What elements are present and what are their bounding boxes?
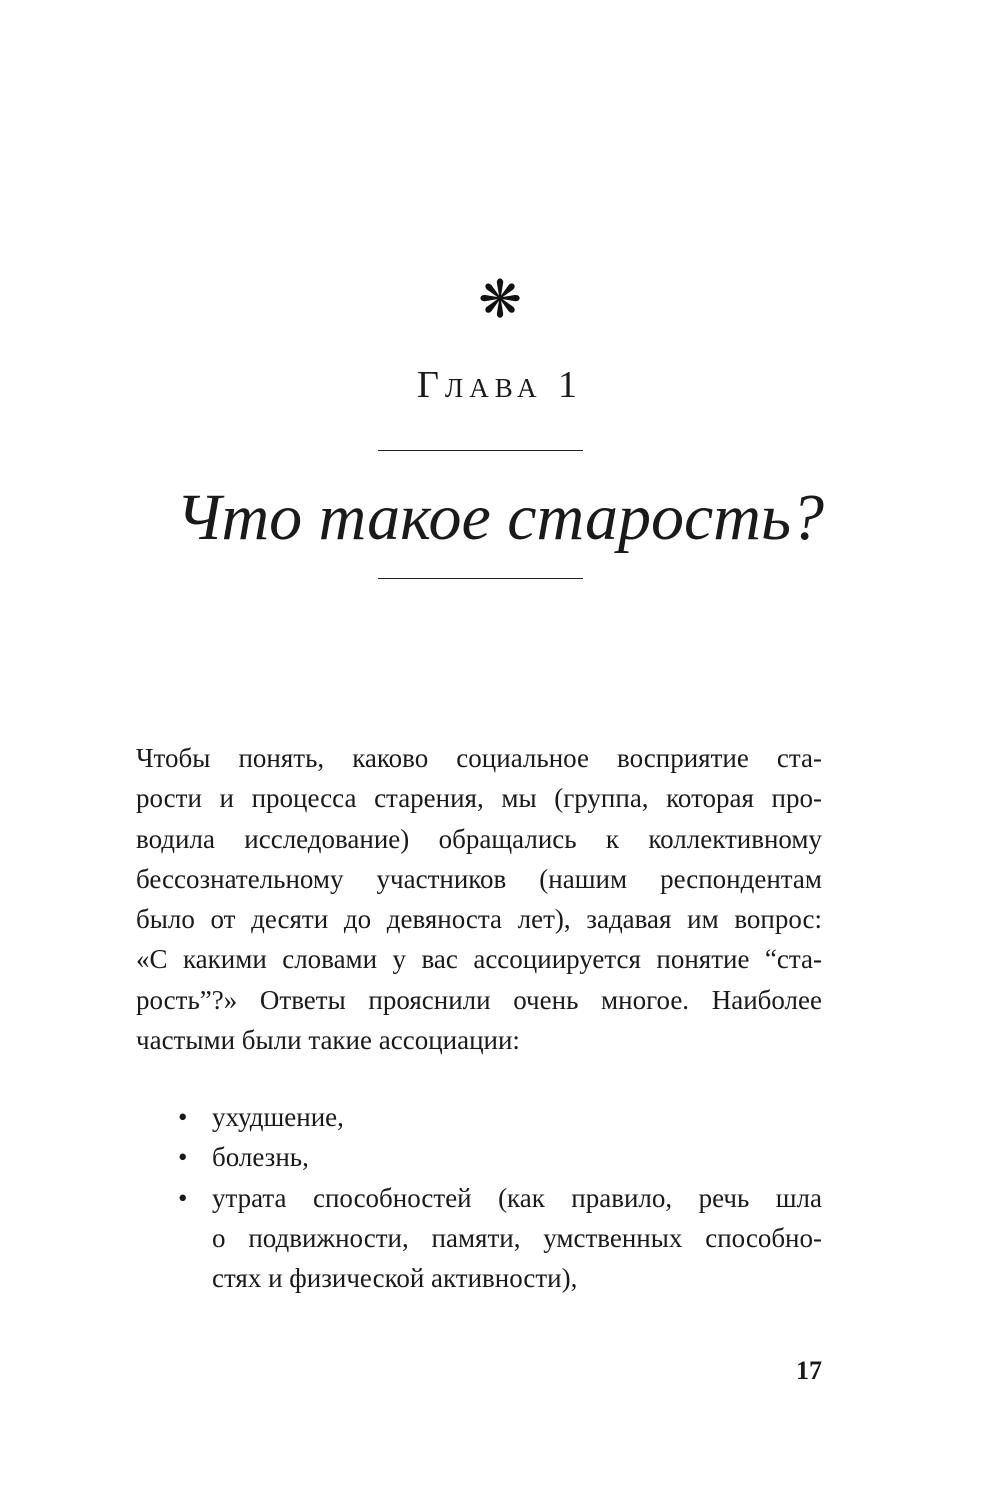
- paragraph-line: частыми были такие ассоциации:: [136, 1025, 520, 1056]
- paragraph-line: бессознательному участников (нашим респондентам: [136, 863, 822, 894]
- associations-list: [136, 1097, 822, 1298]
- paragraph-line: Чтобы понять, каково социальное восприятие ста-: [136, 743, 822, 773]
- title-rule-bottom: [378, 578, 583, 579]
- chapter-ornament-icon: ❋: [478, 270, 522, 330]
- paragraph-line: было от десяти до девяноста лет), задавая им вопрос:: [136, 904, 822, 935]
- page-number: 17: [796, 1356, 822, 1385]
- list-item: [136, 1178, 822, 1299]
- list-item-line: болезнь,: [212, 1142, 309, 1173]
- paragraph-line: рость”?» Ответы прояснили очень многое. Наиболее: [136, 984, 822, 1015]
- body-paragraph: [136, 738, 822, 1060]
- paragraph-line: рости и процесса старения, мы (группа, которая про-: [136, 783, 822, 814]
- list-item-line: о подвижности, памяти, умственных способно-: [212, 1222, 822, 1253]
- bullet-icon: •: [178, 1142, 188, 1173]
- list-item-line: ухудшение,: [212, 1102, 344, 1132]
- chapter-label: Глава 1: [416, 364, 584, 406]
- paragraph-line: водила исследование) обращались к коллективному: [136, 823, 822, 854]
- bullet-icon: •: [178, 1182, 188, 1213]
- bullet-icon: •: [178, 1102, 188, 1132]
- list-item-line: утрата способностей (как правило, речь шла: [212, 1182, 822, 1213]
- paragraph-line: «С какими словами у вас ассоциируется понятие “ста-: [136, 944, 822, 975]
- chapter-title: Что такое старость?: [175, 481, 824, 554]
- list-item: [136, 1137, 822, 1177]
- title-rule-top: [378, 450, 583, 451]
- list-item-line: стях и физической активности),: [212, 1263, 578, 1294]
- list-item: [136, 1097, 822, 1137]
